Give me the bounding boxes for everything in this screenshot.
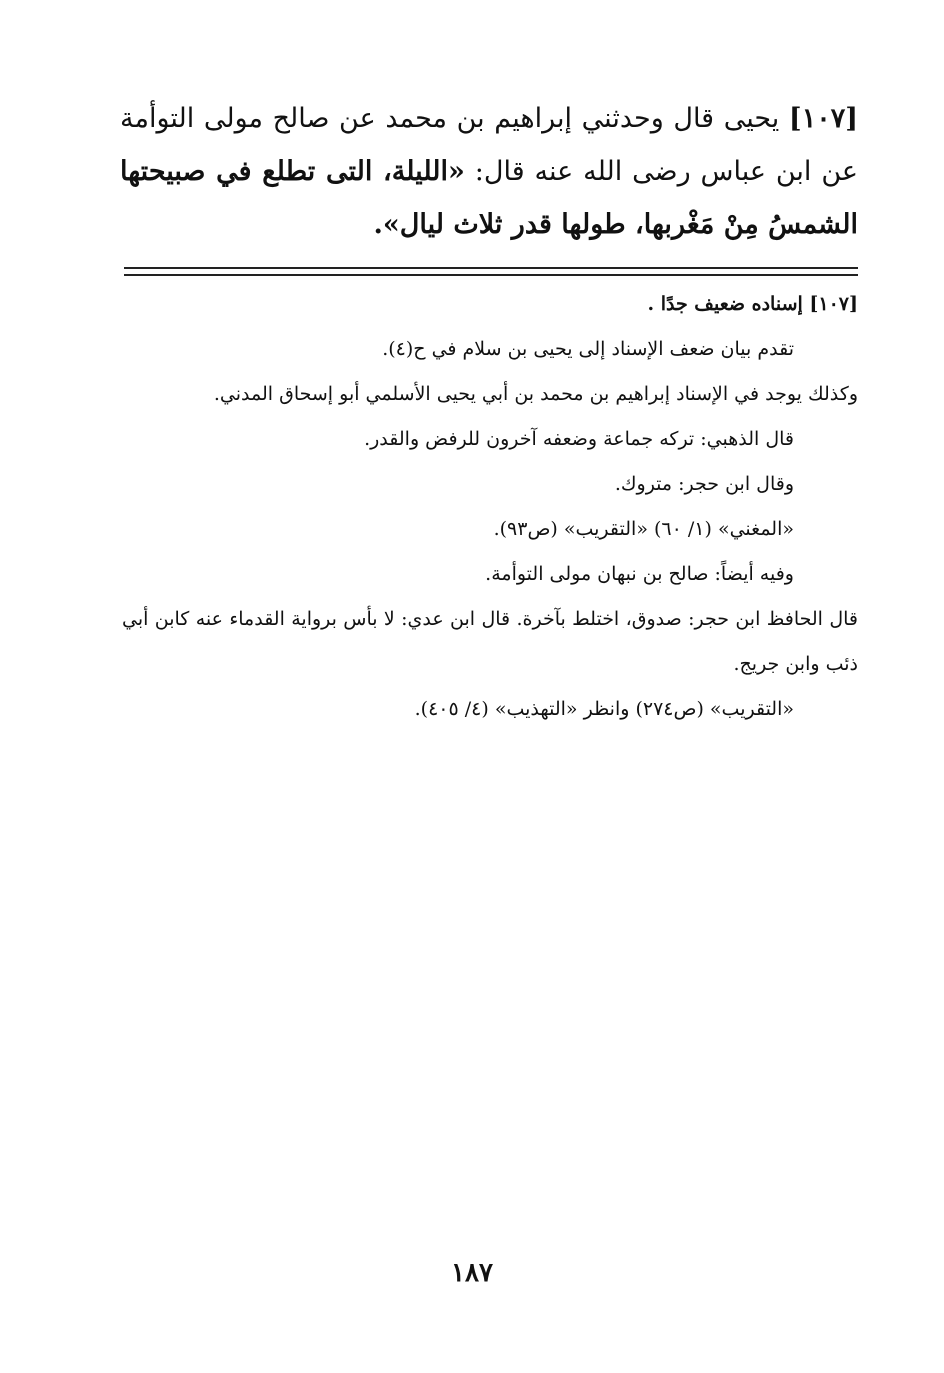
hadith-number: [١٠٧] [788, 103, 858, 134]
main-hadith-text [120, 92, 858, 251]
footnote-line: قال الحافظ ابن حجر: صدوق، اختلط بآخرة. قال ابن عدي: لا بأس برواية القدماء عنه كابن أبي ذئب وابن جريج. [122, 608, 858, 675]
footnote-line: قال الذهبي: تركه جماعة وضعفه آخرون للرفض والقدر. [364, 428, 794, 450]
page-number: ١٨٧ [451, 1258, 493, 1288]
footnotes [122, 282, 858, 732]
hadith-matn-text: «الليلة، التى تطلع في صبيحتها الشمسُ مِنْ مَغْربها، طولها قدر ثلاث ليال». [120, 156, 858, 240]
footnote-divider-bottom [124, 274, 858, 276]
footnote-heading: [١٠٧] إسناده ضعيف جدًا . [647, 293, 858, 315]
hadith-chain-text: يحيى قال وحدثني إبراهيم بن محمد عن صالح مولى التوأمة عن ابن عباس رضى الله عنه قال: [120, 103, 858, 187]
footnote-line: وقال ابن حجر: متروك. [614, 473, 794, 495]
footnote-line: وفيه أيضاً: صالح بن نبهان مولى التوأمة. [485, 563, 794, 585]
footnote-line: «المغني» (١/ ٦٠) «التقريب» (ص٩٣). [493, 518, 794, 540]
footnote-divider-top [124, 267, 858, 269]
footnote-line: تقدم بيان ضعف الإسناد إلى يحيى بن سلام في ح(٤). [382, 338, 794, 360]
footnote-line: «التقريب» (ص٢٧٤) وانظر «التهذيب» (٤/ ٤٠٥). [414, 698, 794, 720]
footnote-line: وكذلك يوجد في الإسناد إبراهيم بن محمد بن أبي يحيى الأسلمي أبو إسحاق المدني. [213, 383, 858, 405]
